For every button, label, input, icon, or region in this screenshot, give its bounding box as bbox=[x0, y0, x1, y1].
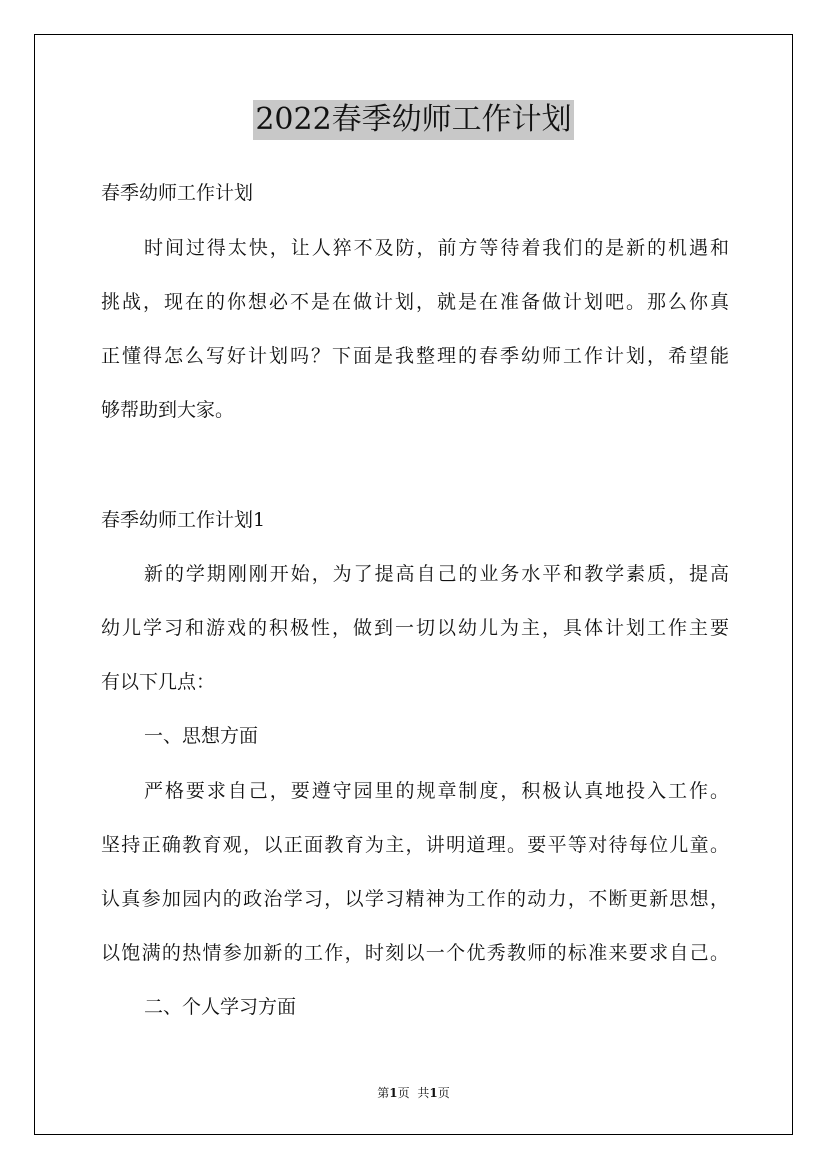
page-number: 1 bbox=[389, 1086, 398, 1100]
total-prefix: 共 bbox=[417, 1086, 430, 1100]
paragraph-line: 严格要求自己，要遵守园里的规章制度，积极认真地投入工作。 bbox=[144, 780, 729, 802]
subsection-heading: 一、思想方面 bbox=[144, 725, 259, 747]
document-title: 2022春季幼师工作计划 bbox=[253, 100, 573, 140]
paragraph-line: 时间过得太快，让人猝不及防，前方等待着我们的是新的机遇和 bbox=[144, 237, 729, 259]
subsection-heading: 二、个人学习方面 bbox=[144, 996, 297, 1018]
paragraph-line: 新的学期刚刚开始，为了提高自己的业务水平和教学素质，提高 bbox=[144, 563, 729, 585]
title-wrapper bbox=[0, 100, 827, 140]
page-suffix: 页 bbox=[397, 1086, 410, 1100]
paragraph-line: 以饱满的热情参加新的工作，时刻以一个优秀教师的标准来要求自己。 bbox=[101, 942, 729, 964]
paragraph-line: 幼儿学习和游戏的积极性，做到一切以幼儿为主，具体计划工作主要 bbox=[101, 617, 729, 639]
total-pages: 1 bbox=[429, 1086, 438, 1100]
paragraph-line: 挑战，现在的你想必不是在做计划，就是在准备做计划吧。那么你真 bbox=[101, 291, 729, 313]
total-suffix: 页 bbox=[437, 1086, 450, 1100]
page-prefix: 第 bbox=[377, 1086, 390, 1100]
paragraph-line: 够帮助到大家。 bbox=[101, 399, 235, 421]
paragraph-line: 坚持正确教育观，以正面教育为主，讲明道理。要平等对待每位儿童。 bbox=[101, 834, 729, 856]
paragraph-line: 有以下几点： bbox=[101, 671, 216, 693]
paragraph-line: 正懂得怎么写好计划吗？下面是我整理的春季幼师工作计划，希望能 bbox=[101, 345, 729, 367]
paragraph-line: 认真参加园内的政治学习，以学习精神为工作的动力，不断更新思想， bbox=[101, 888, 729, 910]
section-heading: 春季幼师工作计划1 bbox=[101, 509, 266, 531]
section-heading: 春季幼师工作计划 bbox=[101, 182, 254, 204]
page-footer bbox=[0, 1086, 827, 1100]
